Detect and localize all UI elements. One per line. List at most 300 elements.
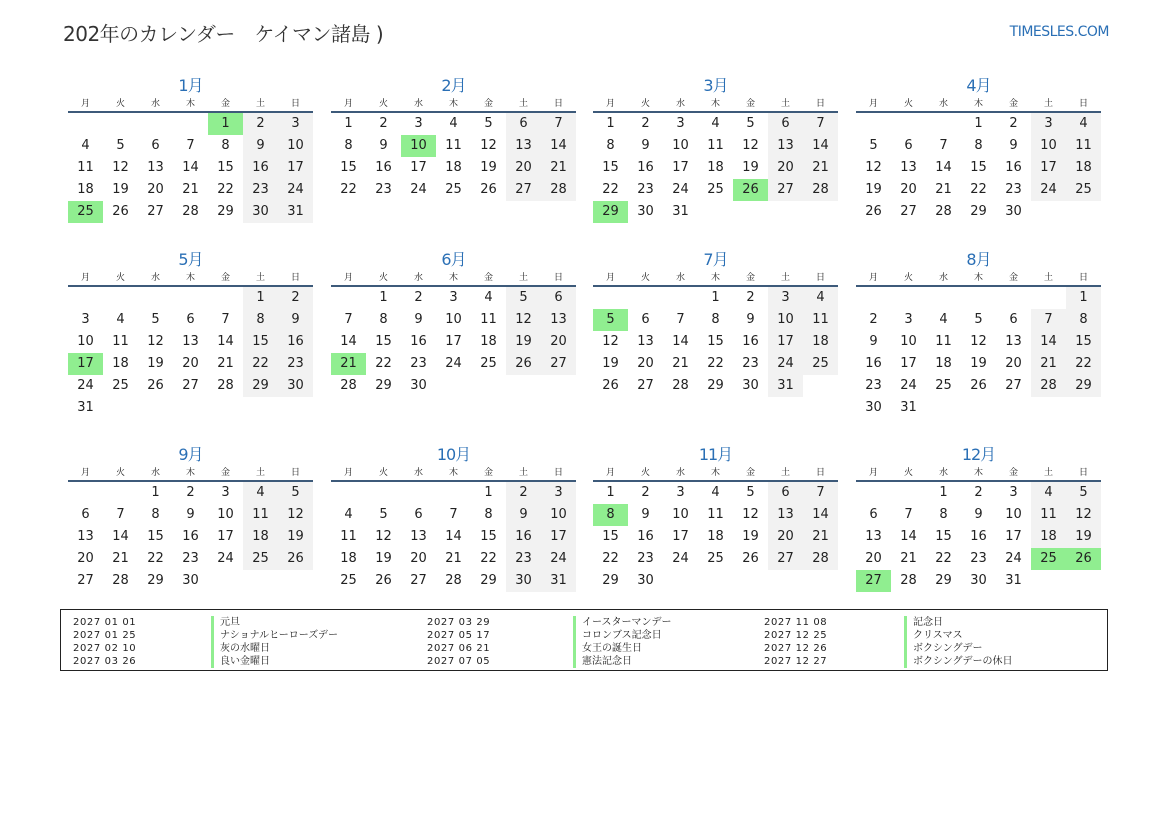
weekday-label: 月 — [80, 273, 90, 283]
legend-names-col-2 — [573, 616, 672, 668]
day-cell: 18 — [480, 334, 497, 349]
month-block — [68, 444, 313, 592]
day-cell: 18 — [1031, 526, 1066, 548]
day-cell: 11 — [1031, 504, 1066, 526]
weekday-label: 月 — [868, 273, 878, 283]
day-cell: 6 — [81, 507, 90, 522]
day-cell: 7 — [904, 507, 913, 522]
weekday-label: 月 — [343, 99, 353, 109]
day-cell: 21 — [672, 356, 689, 371]
weekday-header — [856, 271, 1101, 287]
day-cell: 21 — [445, 551, 462, 566]
day-cell: 26 — [865, 204, 882, 219]
day-cell: 24 — [672, 182, 689, 197]
day-cell: 12 — [480, 138, 497, 153]
day-cell: 2 — [243, 113, 278, 135]
weekday-label: 木 — [710, 273, 720, 283]
day-cell: 22 — [480, 551, 497, 566]
holiday-day-cell: 26 — [1066, 548, 1101, 570]
day-cell: 18 — [803, 331, 838, 353]
day-cell: 5 — [484, 116, 493, 131]
day-cell: 16 — [637, 529, 654, 544]
day-cell: 20 — [541, 331, 576, 353]
weekday-header — [68, 271, 313, 287]
day-cell: 28 — [803, 179, 838, 201]
day-cell: 11 — [935, 334, 952, 349]
day-cell: 11 — [445, 138, 462, 153]
day-cell: 10 — [1005, 507, 1022, 522]
empty-cell — [996, 287, 1031, 309]
month-name: 3月 — [703, 76, 728, 95]
day-cell: 17 — [445, 334, 462, 349]
day-cell: 23 — [1005, 182, 1022, 197]
weekday-label: 木 — [710, 468, 720, 478]
day-cell: 8 — [151, 507, 160, 522]
weekday-label: 土 — [1043, 273, 1053, 283]
day-cell: 10 — [672, 138, 689, 153]
weekday-label: 土 — [518, 99, 528, 109]
day-cell: 4 — [711, 116, 720, 131]
day-cell: 16 — [742, 334, 759, 349]
weekday-label: 水 — [675, 468, 685, 478]
day-cell: 26 — [375, 573, 392, 588]
weekday-label: 水 — [150, 468, 160, 478]
day-cell: 4 — [116, 312, 125, 327]
day-cell: 24 — [445, 356, 462, 371]
day-cell: 18 — [340, 551, 357, 566]
weekday-label: 土 — [780, 99, 790, 109]
day-cell: 18 — [445, 160, 462, 175]
empty-cell — [68, 113, 103, 135]
day-cell: 24 — [1005, 551, 1022, 566]
holiday-day-cell: 29 — [593, 201, 628, 223]
day-cell: 6 — [641, 312, 650, 327]
day-cell: 2 — [1009, 116, 1018, 131]
day-cell: 17 — [1005, 529, 1022, 544]
legend-date: 2027 05 17 — [427, 630, 491, 641]
day-cell: 4 — [711, 485, 720, 500]
day-cell: 24 — [278, 179, 313, 201]
day-cell: 28 — [900, 573, 917, 588]
weekday-label: 月 — [605, 273, 615, 283]
day-cell: 28 — [112, 573, 129, 588]
weekday-label: 金 — [220, 273, 230, 283]
day-cell: 30 — [970, 573, 987, 588]
day-cell: 6 — [151, 138, 160, 153]
legend-holiday-name: 記念日 — [904, 616, 1013, 629]
legend-names-col-3 — [904, 616, 1013, 668]
day-cell: 12 — [278, 504, 313, 526]
day-cell: 10 — [672, 507, 689, 522]
day-cell: 3 — [768, 287, 803, 309]
legend-date: 2027 12 27 — [764, 656, 828, 667]
day-cell: 22 — [217, 182, 234, 197]
day-cell: 9 — [641, 507, 650, 522]
day-cell: 20 — [410, 551, 427, 566]
day-cell: 29 — [602, 573, 619, 588]
day-cell: 7 — [116, 507, 125, 522]
day-cell: 1 — [344, 116, 353, 131]
day-cell: 2 — [974, 485, 983, 500]
weekday-label: 月 — [605, 99, 615, 109]
day-cell: 18 — [243, 526, 278, 548]
empty-cell — [856, 482, 891, 504]
legend-date: 2027 12 25 — [764, 630, 828, 641]
day-cell: 17 — [1031, 157, 1066, 179]
day-cell: 2 — [641, 116, 650, 131]
day-cell: 11 — [1066, 135, 1101, 157]
day-cell: 28 — [340, 378, 357, 393]
day-cell: 2 — [506, 482, 541, 504]
day-cell: 21 — [900, 551, 917, 566]
day-cell: 24 — [1031, 179, 1066, 201]
weekday-label: 水 — [938, 99, 948, 109]
day-cell: 30 — [742, 378, 759, 393]
day-cell: 25 — [243, 548, 278, 570]
day-cell: 31 — [672, 204, 689, 219]
day-cell: 27 — [637, 378, 654, 393]
day-cell: 27 — [182, 378, 199, 393]
day-cell: 27 — [410, 573, 427, 588]
day-cell: 23 — [742, 356, 759, 371]
weekday-label: 日 — [553, 99, 563, 109]
day-cell: 20 — [865, 551, 882, 566]
day-cell: 1 — [606, 485, 615, 500]
day-cell: 2 — [186, 485, 195, 500]
day-cell: 11 — [340, 529, 357, 544]
page-title: 202年のカレンダー ケイマン諸島 ) — [63, 22, 384, 46]
day-cell: 14 — [900, 529, 917, 544]
day-cell: 30 — [278, 375, 313, 397]
day-cell: 16 — [506, 526, 541, 548]
day-cell: 29 — [1066, 375, 1101, 397]
day-cell: 29 — [480, 573, 497, 588]
day-cell: 8 — [344, 138, 353, 153]
day-cell: 15 — [970, 160, 987, 175]
day-cell: 17 — [900, 356, 917, 371]
day-cell: 26 — [602, 378, 619, 393]
weekday-label: 水 — [150, 99, 160, 109]
day-cell: 27 — [1005, 378, 1022, 393]
day-grid — [68, 287, 313, 419]
day-grid — [856, 482, 1101, 592]
day-cell: 9 — [746, 312, 755, 327]
day-cell: 19 — [506, 331, 541, 353]
weekday-label: 日 — [290, 273, 300, 283]
day-cell: 14 — [803, 504, 838, 526]
day-cell: 25 — [803, 353, 838, 375]
weekday-header — [331, 271, 576, 287]
weekday-label: 水 — [413, 468, 423, 478]
weekday-label: 水 — [413, 273, 423, 283]
day-cell: 9 — [869, 334, 878, 349]
day-cell: 13 — [506, 135, 541, 157]
day-cell: 25 — [935, 378, 952, 393]
day-cell: 10 — [445, 312, 462, 327]
day-cell: 3 — [414, 116, 423, 131]
day-cell: 28 — [445, 573, 462, 588]
holiday-day-cell: 1 — [208, 113, 243, 135]
day-cell: 9 — [278, 309, 313, 331]
day-cell: 25 — [707, 182, 724, 197]
day-cell: 20 — [768, 526, 803, 548]
weekday-header — [856, 466, 1101, 482]
day-cell: 30 — [410, 378, 427, 393]
day-cell: 6 — [1009, 312, 1018, 327]
day-cell: 23 — [278, 353, 313, 375]
day-cell: 15 — [217, 160, 234, 175]
month-name: 11月 — [698, 445, 733, 464]
day-cell: 26 — [480, 182, 497, 197]
weekday-label: 日 — [553, 468, 563, 478]
weekday-label: 火 — [378, 273, 388, 283]
day-cell: 22 — [147, 551, 164, 566]
day-cell: 17 — [410, 160, 427, 175]
day-cell: 21 — [182, 182, 199, 197]
day-cell: 4 — [243, 482, 278, 504]
day-grid — [856, 113, 1101, 223]
empty-cell — [173, 287, 208, 309]
day-cell: 18 — [1066, 157, 1101, 179]
day-cell: 28 — [803, 548, 838, 570]
day-cell: 24 — [541, 548, 576, 570]
day-grid — [331, 482, 576, 592]
month-block — [593, 249, 838, 397]
day-cell: 4 — [803, 287, 838, 309]
day-cell: 24 — [77, 378, 94, 393]
holiday-day-cell: 17 — [68, 353, 103, 375]
day-cell: 19 — [970, 356, 987, 371]
weekday-label: 火 — [640, 99, 650, 109]
day-cell: 28 — [541, 179, 576, 201]
day-cell: 12 — [742, 138, 759, 153]
legend-dates-col-3 — [764, 616, 827, 668]
day-cell: 25 — [707, 551, 724, 566]
day-cell: 1 — [606, 116, 615, 131]
day-cell: 5 — [379, 507, 388, 522]
weekday-label: 水 — [413, 99, 423, 109]
day-cell: 21 — [112, 551, 129, 566]
day-cell: 8 — [379, 312, 388, 327]
day-cell: 14 — [445, 529, 462, 544]
day-cell: 10 — [1031, 135, 1066, 157]
weekday-label: 土 — [780, 468, 790, 478]
day-cell: 9 — [414, 312, 423, 327]
day-cell: 10 — [77, 334, 94, 349]
day-cell: 29 — [970, 204, 987, 219]
day-cell: 9 — [506, 504, 541, 526]
day-cell: 22 — [970, 182, 987, 197]
day-cell: 13 — [1005, 334, 1022, 349]
day-cell: 30 — [1005, 204, 1022, 219]
day-cell: 24 — [217, 551, 234, 566]
empty-cell — [103, 287, 138, 309]
day-cell: 14 — [1031, 331, 1066, 353]
day-cell: 7 — [939, 138, 948, 153]
legend-holiday-name: 憲法記念日 — [573, 655, 672, 668]
day-cell: 5 — [151, 312, 160, 327]
weekday-label: 土 — [518, 468, 528, 478]
month-block — [856, 75, 1101, 223]
day-cell: 16 — [375, 160, 392, 175]
day-cell: 6 — [869, 507, 878, 522]
day-cell: 3 — [676, 116, 685, 131]
empty-cell — [138, 287, 173, 309]
legend-holiday-name: ボクシングデー — [904, 642, 1013, 655]
day-cell: 27 — [77, 573, 94, 588]
day-cell: 3 — [904, 312, 913, 327]
day-cell: 31 — [768, 375, 803, 397]
day-cell: 20 — [900, 182, 917, 197]
empty-cell — [436, 482, 471, 504]
holiday-day-cell: 10 — [401, 135, 436, 157]
holiday-day-cell: 27 — [856, 570, 891, 592]
day-cell: 13 — [182, 334, 199, 349]
weekday-label: 金 — [483, 99, 493, 109]
weekday-label: 水 — [675, 99, 685, 109]
day-cell: 2 — [414, 290, 423, 305]
weekday-label: 火 — [378, 468, 388, 478]
month-name: 10月 — [436, 445, 471, 464]
day-cell: 1 — [151, 485, 160, 500]
day-cell: 19 — [602, 356, 619, 371]
day-cell: 13 — [541, 309, 576, 331]
day-cell: 22 — [340, 182, 357, 197]
day-cell: 21 — [541, 157, 576, 179]
weekday-label: 火 — [378, 99, 388, 109]
day-cell: 12 — [865, 160, 882, 175]
weekday-label: 土 — [1043, 468, 1053, 478]
day-cell: 28 — [217, 378, 234, 393]
day-cell: 9 — [186, 507, 195, 522]
day-cell: 19 — [480, 160, 497, 175]
day-cell: 23 — [243, 179, 278, 201]
day-cell: 18 — [707, 529, 724, 544]
weekday-label: 日 — [290, 468, 300, 478]
weekday-label: 金 — [745, 99, 755, 109]
day-cell: 27 — [147, 204, 164, 219]
legend-date: 2027 01 01 — [73, 617, 137, 628]
weekday-label: 水 — [938, 273, 948, 283]
day-cell: 20 — [506, 157, 541, 179]
day-cell: 28 — [935, 204, 952, 219]
day-cell: 21 — [935, 182, 952, 197]
weekday-label: 日 — [815, 99, 825, 109]
empty-cell — [173, 113, 208, 135]
day-cell: 15 — [480, 529, 497, 544]
weekday-label: 土 — [255, 273, 265, 283]
day-cell: 3 — [1031, 113, 1066, 135]
day-cell: 9 — [641, 138, 650, 153]
month-block — [856, 249, 1101, 419]
day-cell: 21 — [803, 157, 838, 179]
day-cell: 6 — [414, 507, 423, 522]
day-cell: 19 — [147, 356, 164, 371]
day-cell: 3 — [449, 290, 458, 305]
weekday-label: 水 — [675, 273, 685, 283]
site-link[interactable]: TIMESLES.COM — [1009, 24, 1109, 40]
day-cell: 1 — [711, 290, 720, 305]
day-cell: 15 — [340, 160, 357, 175]
day-cell: 3 — [221, 485, 230, 500]
legend-holiday-name: クリスマス — [904, 629, 1013, 642]
day-cell: 3 — [676, 485, 685, 500]
day-cell: 5 — [869, 138, 878, 153]
day-cell: 1 — [484, 485, 493, 500]
weekday-label: 金 — [1008, 99, 1018, 109]
day-cell: 2 — [869, 312, 878, 327]
day-cell: 25 — [340, 573, 357, 588]
day-cell: 11 — [77, 160, 94, 175]
day-cell: 22 — [243, 353, 278, 375]
weekday-label: 日 — [1078, 273, 1088, 283]
empty-cell — [331, 482, 366, 504]
day-cell: 29 — [147, 573, 164, 588]
day-grid — [856, 287, 1101, 419]
day-grid — [593, 113, 838, 223]
day-cell: 17 — [672, 529, 689, 544]
empty-cell — [103, 482, 138, 504]
day-cell: 26 — [742, 551, 759, 566]
day-grid — [68, 113, 313, 223]
day-cell: 12 — [1066, 504, 1101, 526]
month-block — [331, 249, 576, 397]
day-cell: 18 — [77, 182, 94, 197]
day-cell: 11 — [480, 312, 497, 327]
day-cell: 15 — [707, 334, 724, 349]
day-cell: 7 — [186, 138, 195, 153]
day-cell: 12 — [506, 309, 541, 331]
holiday-day-cell: 25 — [1031, 548, 1066, 570]
empty-cell — [663, 287, 698, 309]
day-cell: 22 — [602, 551, 619, 566]
day-cell: 4 — [1031, 482, 1066, 504]
day-cell: 25 — [1066, 179, 1101, 201]
empty-cell — [628, 287, 663, 309]
weekday-label: 火 — [640, 468, 650, 478]
day-cell: 23 — [637, 182, 654, 197]
day-cell: 30 — [182, 573, 199, 588]
day-cell: 16 — [637, 160, 654, 175]
day-cell: 16 — [865, 356, 882, 371]
month-block — [331, 444, 576, 592]
day-cell: 22 — [935, 551, 952, 566]
empty-cell — [366, 482, 401, 504]
day-cell: 10 — [217, 507, 234, 522]
day-cell: 5 — [974, 312, 983, 327]
day-cell: 8 — [606, 138, 615, 153]
day-cell: 13 — [147, 160, 164, 175]
day-cell: 8 — [221, 138, 230, 153]
day-cell: 3 — [541, 482, 576, 504]
day-cell: 30 — [865, 400, 882, 415]
weekday-label: 金 — [1008, 468, 1018, 478]
legend-date: 2027 03 29 — [427, 617, 491, 628]
day-cell: 6 — [768, 482, 803, 504]
day-cell: 24 — [410, 182, 427, 197]
day-cell: 11 — [707, 138, 724, 153]
day-cell: 2 — [746, 290, 755, 305]
legend-dates-col-1 — [73, 616, 136, 668]
day-cell: 13 — [637, 334, 654, 349]
day-grid — [331, 113, 576, 201]
weekday-label: 土 — [255, 99, 265, 109]
day-cell: 13 — [77, 529, 94, 544]
empty-cell — [926, 113, 961, 135]
day-cell: 9 — [1009, 138, 1018, 153]
day-cell: 15 — [243, 331, 278, 353]
month-name: 9月 — [178, 445, 203, 464]
